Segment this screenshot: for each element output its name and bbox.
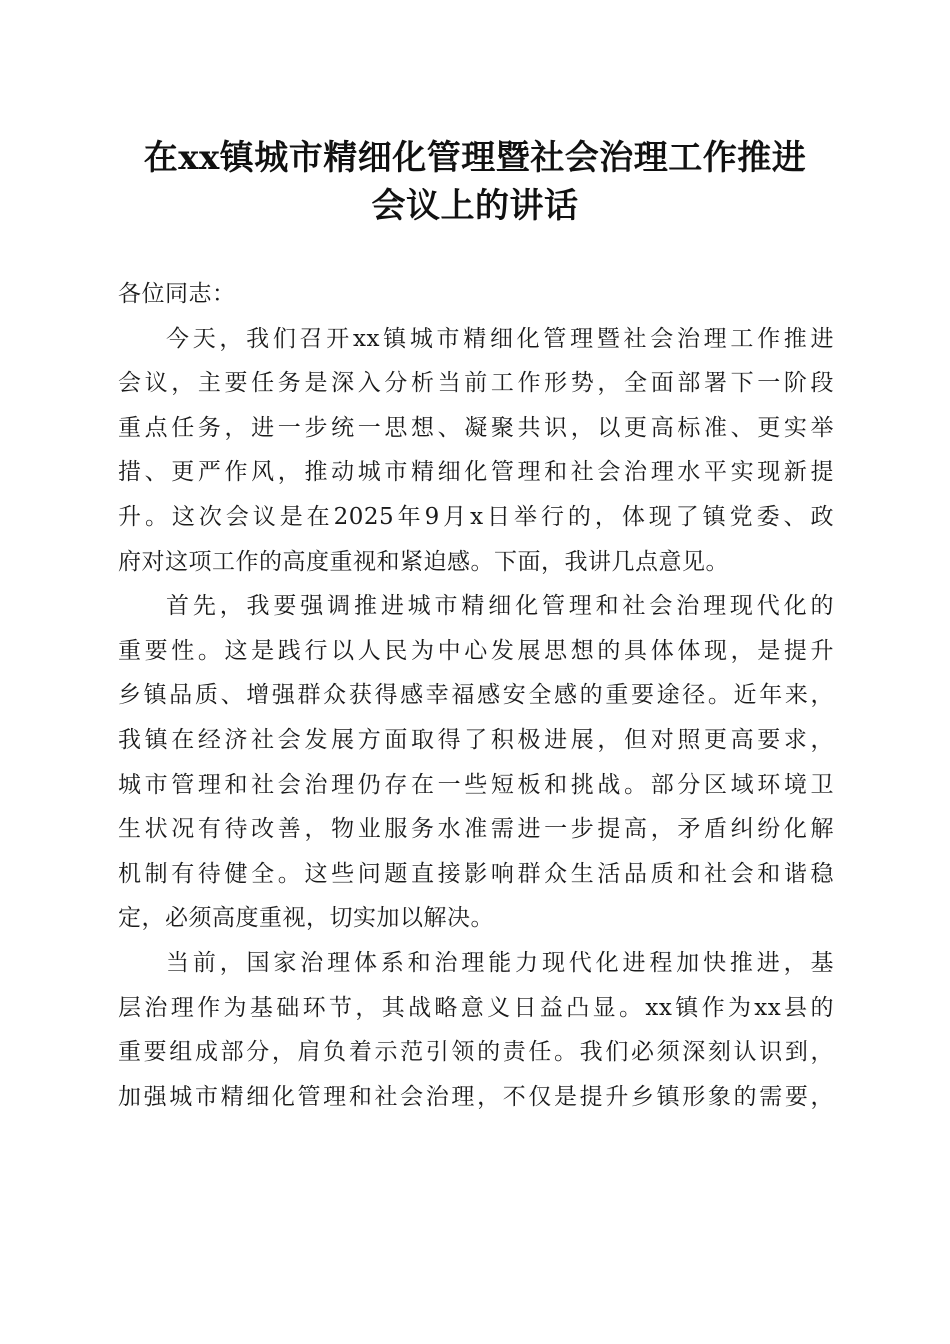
title-line-1: 在xx镇城市精细化管理暨社会治理工作推进 (143, 138, 807, 178)
paragraph-1-line-1: 今天，我们召开xx镇城市精细化管理暨社会治理工作推进 (166, 325, 834, 352)
document-title (100, 134, 850, 230)
paragraph-2-line-4: 我镇在经济社会发展方面取得了积极进展，但对照更高要求， (118, 726, 834, 753)
document-body (118, 272, 834, 1119)
paragraph-2-line-5: 城市管理和社会治理仍存在一些短板和挑战。部分区域环境卫 (118, 771, 834, 798)
paragraph-1-line-2: 会议，主要任务是深入分析当前工作形势，全面部署下一阶段 (118, 370, 834, 397)
paragraph-3-line-2: 层治理作为基础环节，其战略意义日益凸显。xx镇作为xx县的 (118, 994, 834, 1021)
paragraph-3-line-4: 加强城市精细化管理和社会治理，不仅是提升乡镇形象的需要， (118, 1083, 834, 1110)
paragraph-3-line-1: 当前，国家治理体系和治理能力现代化进程加快推进，基 (166, 949, 834, 976)
paragraph-1-line-6: 府对这项工作的高度重视和紧迫感。下面，我讲几点意见。 (118, 548, 729, 575)
greeting: 各位同志： (118, 281, 236, 307)
paragraph-2-line-8: 定，必须高度重视，切实加以解决。 (118, 905, 494, 932)
paragraph-2-line-1: 首先，我要强调推进城市精细化管理和社会治理现代化的 (166, 593, 834, 620)
title-line-2: 会议上的讲话 (371, 186, 579, 226)
paragraph-2-line-7: 机制有待健全。这些问题直接影响群众生活品质和社会和谐稳 (118, 860, 834, 887)
paragraph-2-line-3: 乡镇品质、增强群众获得感幸福感安全感的重要途径。近年来， (118, 682, 834, 709)
paragraph-2-line-6: 生状况有待改善，物业服务水准需进一步提高，矛盾纠纷化解 (118, 816, 834, 843)
paragraph-1-line-5: 升。这次会议是在2025年9月x日举行的，体现了镇党委、政 (118, 503, 834, 530)
paragraph-2-line-2: 重要性。这是践行以人民为中心发展思想的具体体现，是提升 (118, 637, 834, 664)
paragraph-3-line-3: 重要组成部分，肩负着示范引领的责任。我们必须深刻认识到， (118, 1039, 834, 1066)
paragraph-1-line-4: 措、更严作风，推动城市精细化管理和社会治理水平实现新提 (118, 459, 834, 486)
paragraph-1-line-3: 重点任务，进一步统一思想、凝聚共识，以更高标准、更实举 (118, 414, 834, 441)
